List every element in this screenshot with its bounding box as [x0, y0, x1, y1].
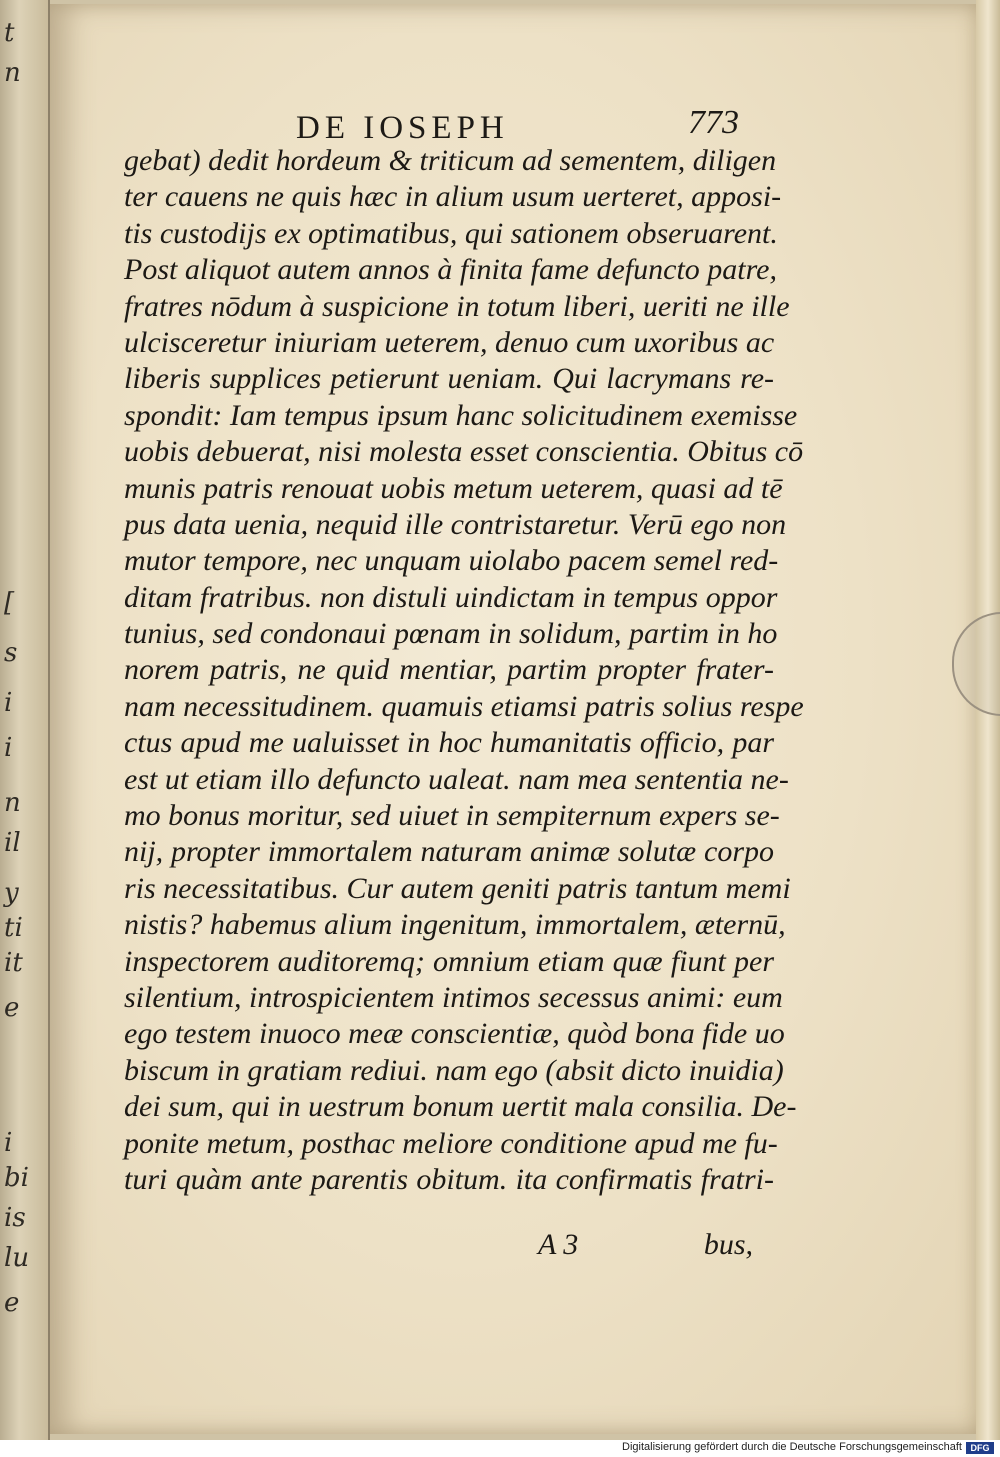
text-line: spondit: Iam tempus ipsum hanc solicitudinem exemisse [124, 398, 798, 432]
text-line: ditam fratribus. non distuli uindictam in tempus oppor [124, 580, 778, 614]
text-line: ris necessitatibus. Cur autem geniti patris tantum memi [124, 871, 791, 905]
signature-mark: A 3 [538, 1228, 579, 1261]
footer-bar [0, 1440, 1000, 1457]
facing-page-fragment: i [4, 733, 13, 763]
text-line: biscum in gratiam rediui. nam ego (absit dicto inuidia) [124, 1053, 784, 1087]
facing-page-fragment: n [4, 788, 21, 818]
text-line: gebat) dedit hordeum & triticum ad sementem, diligen [124, 144, 777, 177]
text-line: est ut etiam illo defuncto ualeat. nam mea sententia ne- [124, 762, 789, 796]
text-line: nam necessitudinem. quamuis etiamsi patris solius respe [124, 689, 804, 723]
facing-page-fragment: y [4, 878, 19, 908]
page-edge-strip [976, 0, 1000, 1440]
text-line: nij, propter immortalem naturam animæ solutæ corpo [124, 835, 774, 869]
facing-page-fragment: e [4, 993, 20, 1023]
text-line: uobis debuerat, nisi molesta esset conscientia. Obitus cō [124, 435, 804, 469]
text-line: mutor tempore, nec unquam uiolabo pacem semel red- [124, 544, 779, 578]
text-line: dei sum, qui in uestrum bonum uertit mala consilia. De- [124, 1090, 797, 1124]
page-number: 773 [688, 104, 739, 141]
text-line: tunius, sed condonaui pœnam in solidum, partim in ho [124, 617, 778, 651]
catchword: bus, [703, 1228, 753, 1261]
text-line: ctus apud me ualuisset in hoc humanitatis officio, par [124, 726, 774, 760]
facing-page-fragment: s [4, 638, 18, 668]
facing-page-fragment: [ [4, 588, 15, 618]
facing-page-fragment: it [4, 948, 23, 978]
facing-page-fragment: i [4, 1128, 13, 1158]
text-line: silentium, introspicientem intimos secessus animi: eum [124, 980, 783, 1014]
facing-page-fragment: bi [4, 1163, 29, 1193]
text-line: tis custodijs ex optimatibus, qui sationem obseruarent. [124, 216, 778, 250]
funding-credit: Digitalisierung gefördert durch die Deutsche Forschungsgemeinschaft [622, 1441, 962, 1453]
facing-page-fragment: n [4, 58, 21, 88]
text-line: turi quàm ante parentis obitum. ita confirmatis fratri- [124, 1162, 774, 1196]
text-line: pus data uenia, nequid ille contristaretur. Verū ego non [124, 507, 787, 541]
facing-page-edge [0, 0, 50, 1440]
text-line: munis patris renouat uobis metum ueterem, quasi ad tē [124, 471, 783, 505]
facing-page-fragment: i [4, 688, 13, 718]
text-line: fratres nōdum à suspicione in totum liberi, ueriti ne ille [124, 289, 790, 323]
text-line: ter cauens ne quis hæc in alium usum uerteret, apposi- [124, 180, 782, 214]
body-text [124, 143, 804, 1198]
text-line: norem patris, ne quid mentiar, partim propter frater- [124, 653, 774, 687]
text-line: nistis? habemus alium ingenitum, immortalem, æternū, [124, 908, 786, 942]
facing-page-fragment: lu [4, 1243, 30, 1273]
facing-page-fragment: t [4, 18, 15, 48]
text-line: ulcisceretur iniuriam ueterem, denuo cum uxoribus ac [124, 325, 775, 359]
facing-page-fragment: il [4, 828, 21, 858]
text-line: ponite metum, posthac meliore conditione apud me fu- [124, 1126, 778, 1160]
facing-page-fragment: ti [4, 913, 23, 943]
facing-page-fragment: e [4, 1288, 20, 1318]
dfg-logo: DFG [966, 1442, 994, 1454]
text-line: ego testem inuoco meæ conscientiæ, quòd bona fide uo [124, 1017, 785, 1051]
text-line: liberis supplices petierunt ueniam. Qui lacrymans re- [124, 362, 774, 396]
text-line: Post aliquot autem annos à finita fame defuncto patre, [124, 253, 777, 287]
signature-line [538, 1228, 753, 1268]
text-line: mo bonus moritur, sed uiuet in sempiternum expers se- [124, 799, 780, 833]
text-line: inspectorem auditoremq; omnium etiam quæ fiunt per [124, 944, 774, 978]
facing-page-fragment: is [4, 1203, 26, 1233]
running-title: DE IOSEPH [296, 110, 509, 146]
